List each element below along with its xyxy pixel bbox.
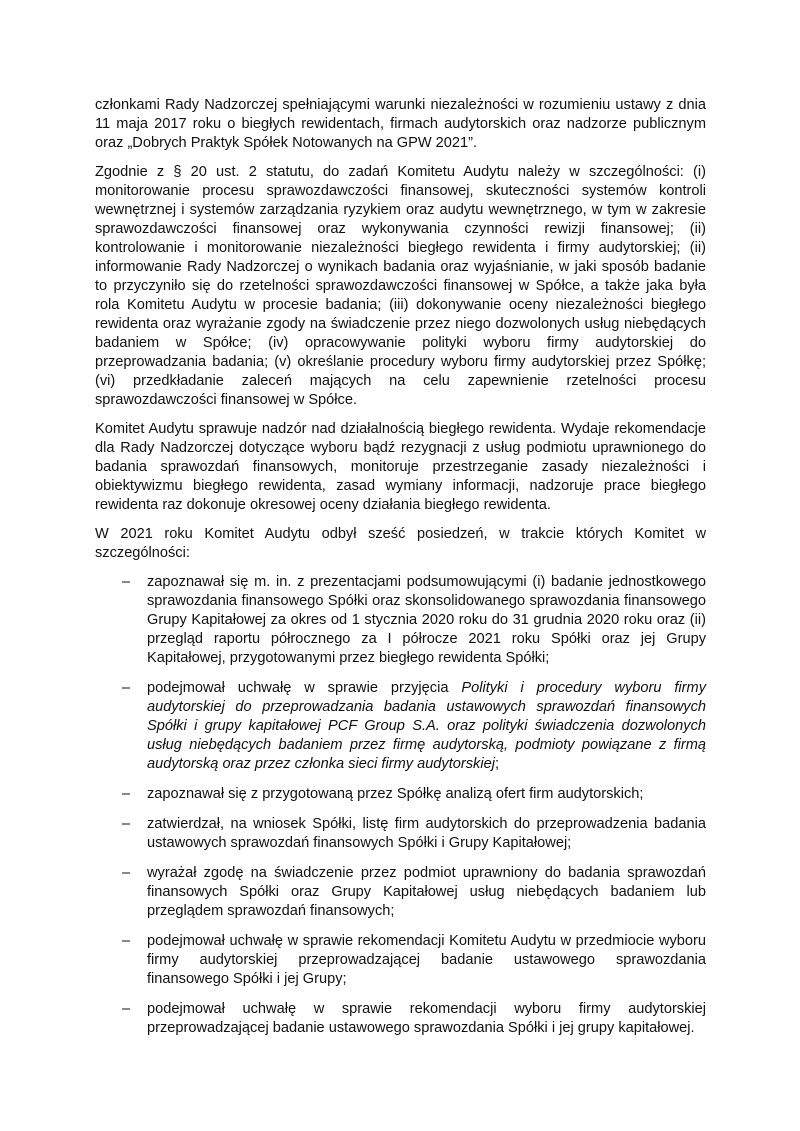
list-item (95, 864, 706, 921)
dash-bullet-icon: – (122, 1001, 131, 1017)
dash-bullet-icon: – (122, 680, 131, 696)
list-item (95, 785, 706, 804)
list-item-text-end: ; (494, 756, 500, 772)
dash-bullet-icon: – (122, 816, 131, 832)
paragraph-committee-duties: Zgodnie z § 20 ust. 2 statutu, do zadań Komitetu Audytu należy w szczególności: (i) monitorowanie procesu sprawozdawczości finansowej, skuteczności systemów kontroli wewnętrznej i systemów zarządzania ryzykiem oraz audytu wewnętrznego, w tym w zakresie sprawozdawczości finansowej oraz wykonywania czynności rewizji finansowej; (ii) kontrolowanie i monitorowanie niezależności biegłego rewidenta i firmy audytorskiej; (ii) informowanie Rady Nadzorczej o wynikach badania oraz wyjaśnianie, w jaki sposób badanie to przyczyniło się do rzetelności sprawozdawczości finansowej w Spółce, a także jaka była rola Komitetu Audytu w procesie badania; (iii) dokonywanie oceny niezależności biegłego rewidenta oraz wyrażanie zgody na świadczenie przez niego dozwolonych usług niebędących badaniem w Spółce; (iv) opracowywanie polityki wyboru firmy audytorskiej do przeprowadzania badania; (v) określanie procedury wyboru firmy audytorskiej przez Spółkę; (vi) przedkładanie zaleceń mających na celu zapewnienie rzetelności procesu sprawozdawczości finansowej w Spółce. (95, 164, 706, 408)
list-item-text: zatwierdzał, na wniosek Spółki, listę firm audytorskich do przeprowadzenia badania ustawowych sprawozdań finansowych Spółki i Grupy Kapitałowej; (147, 816, 706, 851)
document-body (95, 96, 706, 1049)
paragraph-auditor-supervision: Komitet Audytu sprawuje nadzór nad działalnością biegłego rewidenta. Wydaje rekomendacje dla Rady Nadzorczej dotyczące wyboru bądź rezygnacji z usług podmiotu uprawnionego do badania sprawozdań finansowych, monitoruje przestrzeganie zasady niezależności i obiektywizmu biegłego rewidenta, zasad wymiany informacji, nadzoruje prace biegłego rewidenta raz dokonuje okresowej oceny działania biegłego rewidenta. (95, 421, 706, 513)
list-item (95, 932, 706, 989)
list-item-text: zapoznawał się z przygotowaną przez Spółkę analizą ofert firm audytorskich; (147, 786, 644, 802)
dash-bullet-icon: – (122, 865, 131, 881)
list-item (95, 1000, 706, 1038)
dash-bullet-icon: – (122, 786, 131, 802)
list-item-text: zapoznawał się m. in. z prezentacjami podsumowującymi (i) badanie jednostkowego sprawozdania finansowego Spółki oraz skonsolidowanego sprawozdania finansowego Grupy Kapitałowej za okres od 1 stycznia 2020 roku do 31 grudnia 2020 roku oraz (ii) przegląd raportu półrocznego za I półrocze 2021 roku Spółki oraz jej Grupy Kapitałowej, przygotowanymi przez biegłego rewidenta Spółki; (147, 574, 706, 666)
dash-bullet-icon: – (122, 574, 131, 590)
paragraph-independence: członkami Rady Nadzorczej spełniającymi warunki niezależności w rozumieniu ustawy z dnia 11 maja 2017 roku o biegłych rewidentach, firmach audytorskich oraz nadzorze publicznym oraz „Dobrych Praktyk Spółek Notowanych na GPW 2021”. (95, 97, 706, 151)
list-item-text: podejmował uchwałę w sprawie przyjęcia (147, 680, 462, 696)
dash-bullet-icon: – (122, 933, 131, 949)
policy-title-italic: Polityki i procedury wyboru firmy audytorskiej do przeprowadzania badania ustawowych sprawozdań finansowych Spółki i grupy kapitałowej PCF Group S.A. oraz polityki świadczenia dozwolonych usług niebędących badaniem przez firmę audytorską, podmioty powiązane z firmą audytorską oraz przez członka sieci firmy audytorskiej (147, 680, 706, 772)
list-item (95, 679, 706, 774)
list-item (95, 573, 706, 668)
list-item-text: podejmował uchwałę w sprawie rekomendacji wyboru firmy audytorskiej przeprowadzającej badanie ustawowego sprawozdania Spółki i jej grupy kapitałowej. (147, 1001, 706, 1036)
list-item-text: wyrażał zgodę na świadczenie przez podmiot uprawniony do badania sprawozdań finansowych Spółki oraz Grupy Kapitałowej usług niebędących badaniem lub przeglądem sprawozdań finansowych; (147, 865, 706, 919)
list-item-text: podejmował uchwałę w sprawie rekomendacji Komitetu Audytu w przedmiocie wyboru firmy audytorskiej przeprowadzającej badanie ustawowego sprawozdania finansowego Spółki i jej Grupy; (147, 933, 706, 987)
paragraph-meetings-intro: W 2021 roku Komitet Audytu odbył sześć posiedzeń, w trakcie których Komitet w szczególności: (95, 526, 706, 561)
list-item (95, 815, 706, 853)
activities-list (95, 573, 706, 1038)
